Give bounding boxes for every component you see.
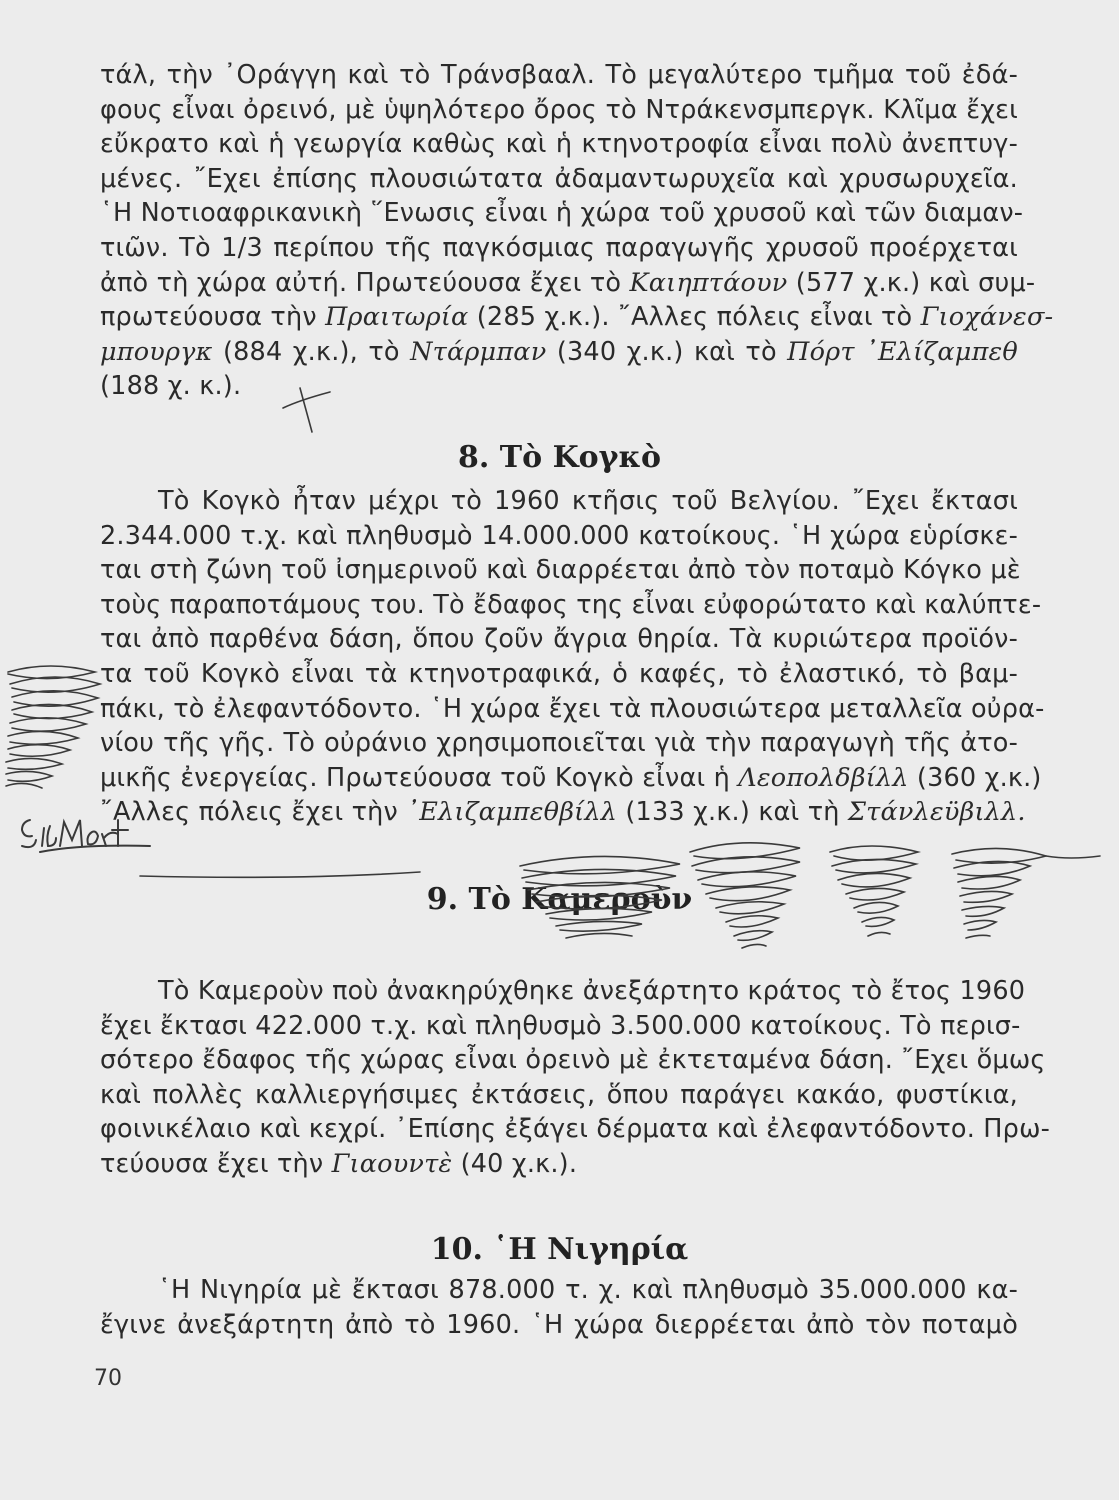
text-line: ται ἀπὸ παρθένα δάση, ὅπου ζοῦν ἄγρια θηρία. Τὰ κυριώτερα προϊόν- — [100, 624, 1018, 655]
section-heading-nigeria: 10. ῾Η Νιγηρία — [430, 1232, 689, 1267]
text-line: Τὸ Κογκὸ ἦταν μέχρι τὸ 1960 κτῆσις τοῦ Βελγίου. ῎Εχει ἔκτασι — [158, 486, 1018, 516]
city-name: μπουργκ — [100, 336, 213, 367]
text-line: πρωτεύουσα τὴν Πραιτωρία (285 χ.κ.). ῎Αλλες πόλεις εἶναι τὸ Γιοχάνεσ- — [100, 302, 1054, 333]
city-name: Καιηπτάουν — [629, 267, 788, 298]
text-line: (188 χ. κ.). — [100, 371, 242, 402]
text-line: τεύουσα ἔχει τὴν Γιαουντὲ (40 χ.κ.). — [100, 1148, 578, 1179]
text-line: φους εἶναι ὀρεινό, μὲ ὑψηλότερο ὄρος τὸ Ντράκενσμπεργκ. Κλῖμα ἔχει — [100, 94, 1018, 125]
section-heading-cameroon: 9. Τὸ Καμεροὺν — [426, 882, 693, 917]
text-line: τα τοῦ Κογκὸ εἶναι τὰ κτηνοτραφικά, ὁ καφές, τὸ ἐλαστικό, τὸ βαμ- — [100, 658, 1018, 689]
text-line: μπουργκ (884 χ.κ.), τὸ Ντάρμπαν (340 χ.κ.) καὶ τὸ Πόρτ ᾿Ελίζαμπεθ — [100, 336, 1018, 367]
text-line: τιῶν. Τὸ 1/3 περίπου τῆς παγκόσμιας παραγωγῆς χρυσοῦ προέρχεται — [100, 232, 1018, 263]
intro-paragraph — [100, 58, 1054, 404]
text-line: εὔκρατο καὶ ἡ γεωργία καθὼς καὶ ἡ κτηνοτροφία εἶναι πολὺ ἀνεπτυγ- — [100, 129, 1018, 160]
city-name: Στάνλεϋβιλλ. — [847, 797, 1026, 828]
city-name: Ντάρμπαν — [410, 336, 547, 367]
margin-scribble-icon — [6, 666, 100, 788]
city-name: Πόρτ ᾿Ελίζαμπεθ — [787, 336, 1018, 367]
text-line: πάκι, τὸ ἐλεφαντόδοντο. ῾Η χώρα ἔχει τὰ πλουσιώτερα μεταλλεῖα οὐρα- — [100, 693, 1045, 724]
city-name: Γιοχάνεσ- — [920, 302, 1054, 333]
text-line: ῎Αλλες πόλεις ἔχει τὴν ᾿Ελιζαμπεθβίλλ (133 χ.κ.) καὶ τὴ Στάνλεϋβιλλ. — [100, 797, 1026, 828]
city-name: Λεοπολδβίλλ — [738, 762, 909, 793]
text-line: τάλ, τὴν ᾿Οράγγη καὶ τὸ Τράνσβααλ. Τὸ μεγαλύτερο τμῆμα τοῦ ἐδά- — [100, 60, 1018, 90]
text-line: 2.344.000 τ.χ. καὶ πληθυσμὸ 14.000.000 κατοίκους. ῾Η χώρα εὑρίσκε- — [100, 520, 1018, 551]
text-line: καὶ πολλὲς καλλιεργήσιμες ἐκτάσεις, ὅπου παράγει κακάο, φυστίκια, — [100, 1079, 1018, 1110]
nigeria-paragraph — [100, 1273, 1018, 1342]
section-heading-congo: 8. Τὸ Κογκὸ — [458, 440, 661, 475]
underline-stroke — [140, 872, 420, 877]
text-line: μένες. ῎Εχει ἐπίσης πλουσιώτατα ἀδαμαντωρυχεῖα καὶ χρυσωρυχεῖα. — [100, 163, 1018, 194]
text-line: ἔχει ἔκτασι 422.000 τ.χ. καὶ πληθυσμὸ 3.500.000 κατοίκους. Τὸ περισ- — [100, 1010, 1021, 1041]
text-line: νίου τῆς γῆς. Τὸ οὐράνιο χρησιμοποιεῖται γιὰ τὴν παραγωγὴ τῆς ἀτο- — [100, 728, 1018, 759]
page-number: 70 — [94, 1366, 122, 1391]
text-line: μικῆς ἐνεργείας. Πρωτεύουσα τοῦ Κογκὸ εἶναι ἡ Λεοπολδβίλλ (360 χ.κ.) — [100, 762, 1042, 793]
city-name: Πραιτωρία — [325, 302, 469, 333]
city-name: Γιαουντὲ — [331, 1148, 453, 1179]
text-line: τοὺς παραποτάμους του. Τὸ ἔδαφος της εἶναι εὐφορώτατο καὶ καλύπτε- — [100, 589, 1042, 620]
cameroon-paragraph — [100, 974, 1051, 1182]
text-line: Τὸ Καμεροὺν ποὺ ἀνακηρύχθηκε ἀνεξάρτητο κράτος τὸ ἔτος 1960 — [158, 976, 1026, 1006]
text-line: ἔγινε ἀνεξάρτητη ἀπὸ τὸ 1960. ῾Η χώρα διερρέεται ἀπὸ τὸν ποταμὸ — [100, 1309, 1018, 1340]
text-line: ἀπὸ τὴ χώρα αὐτή. Πρωτεύουσα ἔχει τὸ Καιηπτάουν (577 χ.κ.) καὶ συμ- — [100, 267, 1036, 298]
text-line: ται στὴ ζώνη τοῦ ἰσημερινοῦ καὶ διαρρέεται ἀπὸ τὸν ποταμὸ Κόγκο μὲ — [100, 555, 1021, 586]
text-line: ῾Η Νοτιοαφρικανικὴ ῞Ενωσις εἶναι ἡ χώρα τοῦ χρυσοῦ καὶ τῶν διαμαν- — [100, 198, 1024, 229]
text-line: ῾Η Νιγηρία μὲ ἔκτασι 878.000 τ. χ. καὶ πληθυσμὸ 35.000.000 κα- — [158, 1275, 1018, 1305]
congo-paragraph — [100, 484, 1045, 830]
city-name: ᾿Ελιζαμπεθβίλλ — [406, 797, 618, 828]
text-line: σότερο ἔδαφος τῆς χώρας εἶναι ὀρεινὸ μὲ ἐκτεταμένα δάση. ῎Εχει ὅμως — [100, 1045, 1046, 1076]
text-line: φοινικέλαιο καὶ κεχρί. ᾿Επίσης ἐξάγει δέρματα καὶ ἐλεφαντόδοντο. Πρω- — [100, 1114, 1051, 1145]
